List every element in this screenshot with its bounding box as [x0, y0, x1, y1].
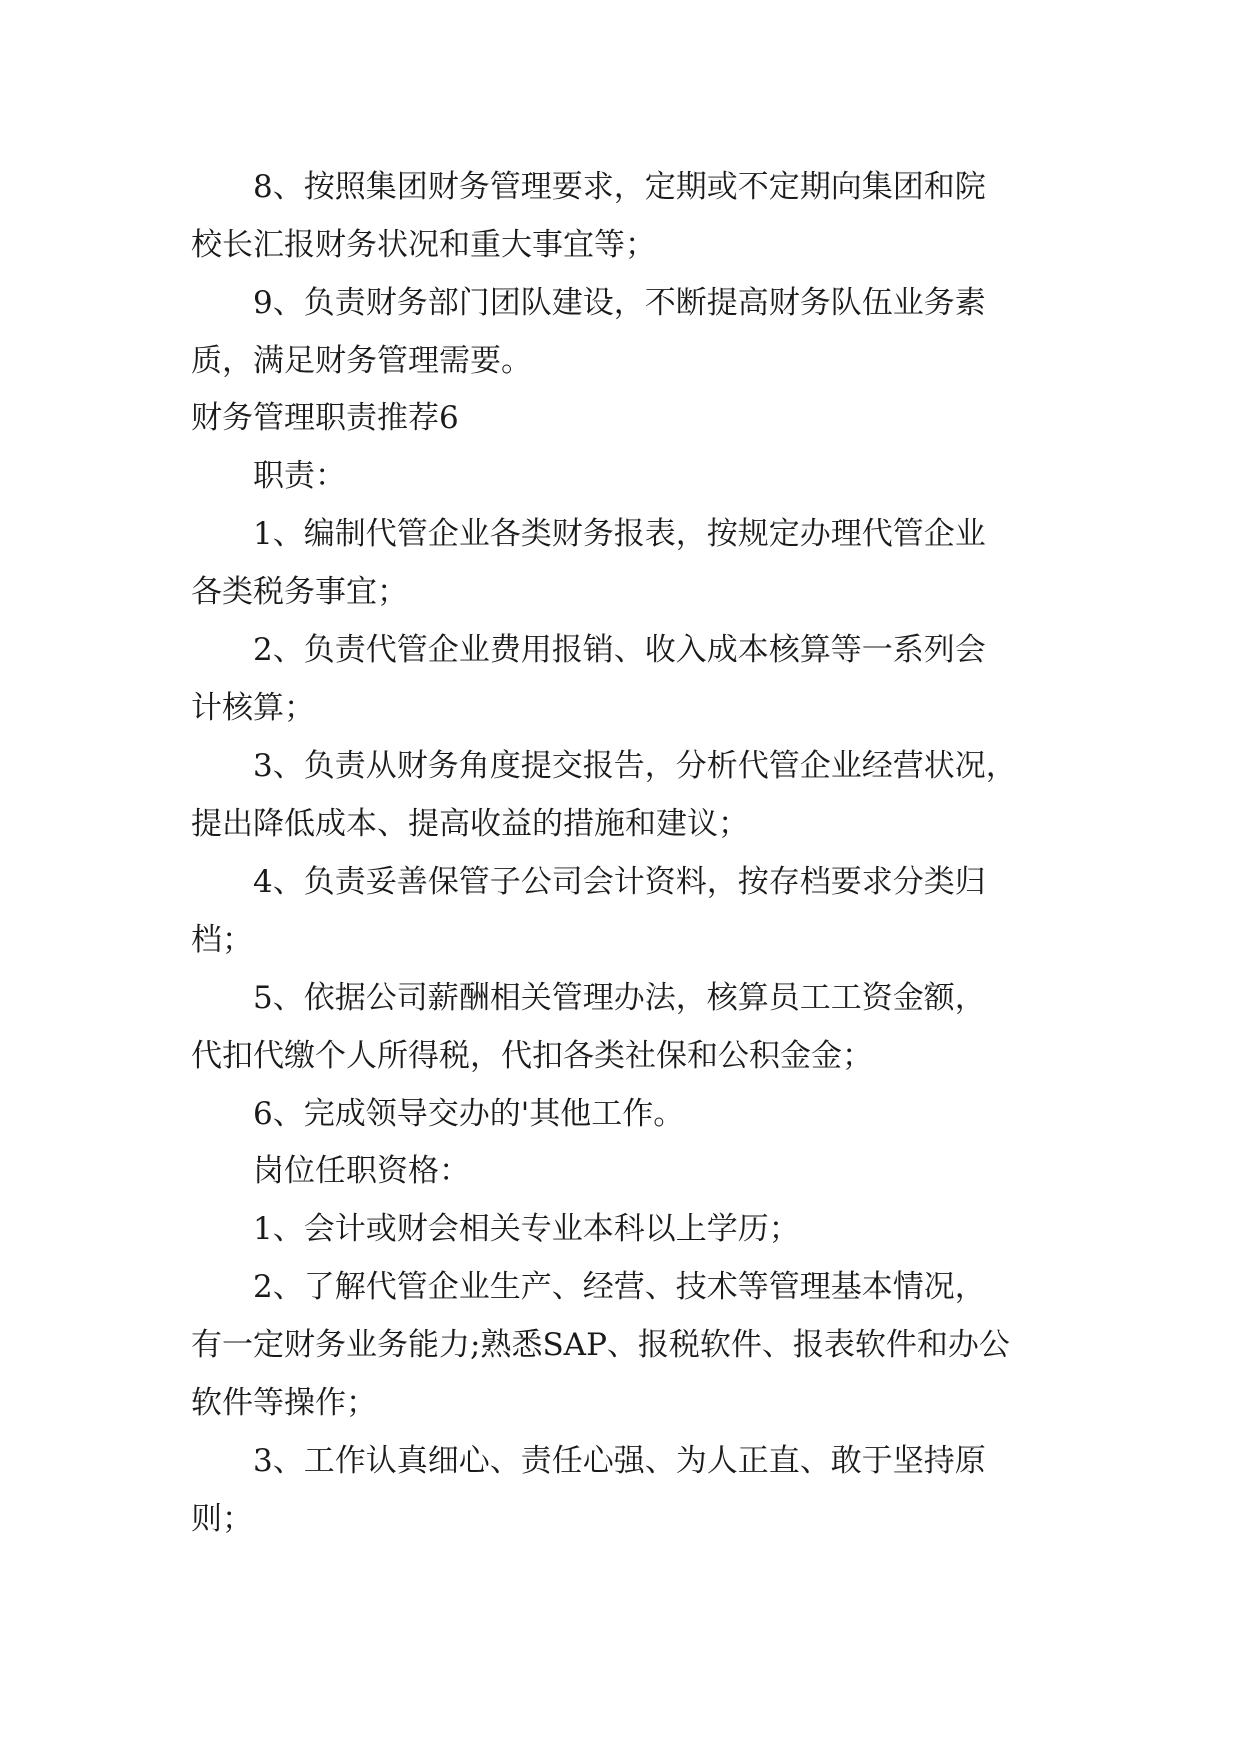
paragraph-line: 6、完成领导交办的'其他工作。	[253, 1096, 685, 1132]
paragraph-line: 1、编制代管企业各类财务报表，按规定办理代管企业	[253, 516, 986, 552]
paragraph-line: 8、按照集团财务管理要求，定期或不定期向集团和院	[253, 169, 986, 205]
paragraph-line: 1、会计或财会相关专业本科以上学历；	[253, 1211, 800, 1247]
paragraph-line: 职责：	[253, 458, 346, 494]
paragraph-line: 校长汇报财务状况和重大事宜等；	[191, 227, 656, 263]
paragraph-line: 质，满足财务管理需要。	[191, 343, 532, 379]
paragraph-line: 9、负责财务部门团队建设，不断提高财务队伍业务素	[253, 285, 986, 321]
paragraph-line: 3、负责从财务角度提交报告，分析代管企业经营状况，	[253, 748, 1017, 784]
paragraph-line: 有一定财务业务能力;熟悉SAP、报税软件、报表软件和办公	[191, 1327, 1010, 1363]
paragraph-line: 2、了解代管企业生产、经营、技术等管理基本情况，	[253, 1269, 986, 1305]
paragraph-line: 5、依据公司薪酬相关管理办法，核算员工工资金额，	[253, 980, 986, 1016]
section-heading: 财务管理职责推荐6	[191, 400, 459, 436]
paragraph-line: 代扣代缴个人所得税，代扣各类社保和公积金金；	[191, 1038, 873, 1074]
paragraph-line: 岗位任职资格：	[253, 1153, 470, 1189]
paragraph-line: 软件等操作；	[191, 1385, 377, 1421]
paragraph-line: 提出降低成本、提高收益的措施和建议；	[191, 806, 749, 842]
paragraph-line: 3、工作认真细心、责任心强、为人正直、敢于坚持原	[253, 1443, 986, 1479]
paragraph-line: 计核算；	[191, 690, 315, 726]
paragraph-line: 各类税务事宜；	[191, 574, 408, 610]
paragraph-line: 档；	[191, 922, 253, 958]
paragraph-line: 2、负责代管企业费用报销、收入成本核算等一系列会	[253, 632, 986, 668]
paragraph-line: 则；	[191, 1501, 253, 1537]
paragraph-line: 4、负责妥善保管子公司会计资料，按存档要求分类归	[253, 864, 986, 900]
